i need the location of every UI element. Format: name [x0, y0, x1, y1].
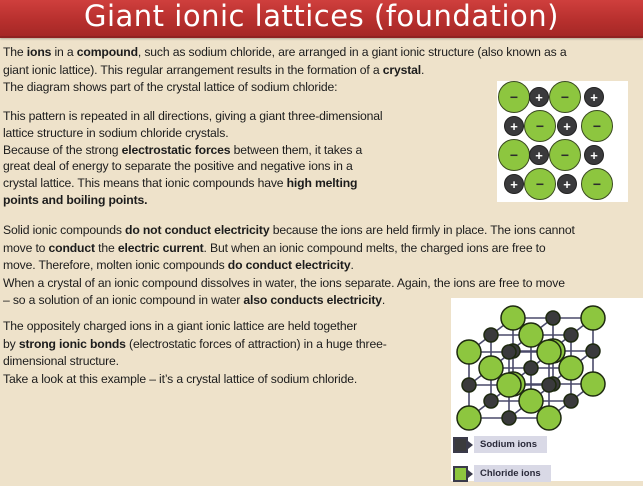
sodium-ion-icon [462, 378, 476, 392]
chloride-ion-icon [479, 356, 503, 380]
text-run: The oppositely charged ions in a giant ionic lattice are held together [3, 319, 358, 333]
sodium-ion-icon [542, 378, 556, 392]
page-title: Giant ionic lattices (foundation) [84, 0, 559, 33]
text-run: the [94, 240, 118, 255]
chloride-ion-icon [581, 306, 605, 330]
bold-term: . [144, 192, 148, 207]
bold-term: ions [26, 45, 52, 59]
bold-term: electrostatic forces [121, 142, 231, 157]
arrow-icon [468, 470, 473, 478]
text-run: – so a solution of an ionic compound in water [3, 293, 244, 307]
chloride-ion-icon: − [498, 81, 530, 113]
text-run: Take a look at this example – it’s a crystal lattice of sodium chloride. [3, 371, 358, 386]
sodium-ion-icon [524, 361, 538, 375]
text-run: move to [3, 240, 49, 255]
text-line [3, 353, 387, 371]
bold-term: strong ionic bonds [18, 336, 126, 351]
text-line [3, 371, 387, 389]
bold-term: compound [76, 45, 138, 59]
chloride-ion-icon [457, 406, 481, 430]
chloride-ion-icon [537, 406, 561, 430]
text-run: . [350, 258, 354, 272]
text-run: between them, it takes a [230, 142, 363, 157]
paragraph-conductivity [3, 222, 575, 310]
sodium-ion-icon [564, 328, 578, 342]
lattice-svg [451, 298, 643, 481]
sodium-ion-icon: + [557, 174, 577, 194]
text-line [3, 175, 383, 192]
chloride-ion-icon: − [581, 168, 613, 200]
text-line [3, 125, 383, 142]
text-run: because the ions are held firmly in place. The ions cannot [269, 223, 575, 237]
sodium-ion-icon: + [529, 87, 549, 107]
sodium-ion-icon [502, 345, 516, 359]
text-run: . [421, 62, 425, 77]
text-line [3, 158, 383, 175]
text-run: Because of the strong [3, 142, 122, 157]
chloride-ion-icon [537, 340, 561, 364]
legend-label: Sodium ions [474, 436, 547, 453]
legend-chloride [453, 465, 551, 482]
chloride-ion-icon: − [498, 139, 530, 171]
sodium-ion-icon: + [557, 116, 577, 136]
legend-label: Chloride ions [474, 465, 551, 482]
text-line [3, 142, 383, 159]
bold-term: do not conduct electricity [125, 223, 270, 237]
chloride-ion-icon [501, 306, 525, 330]
chloride-ion-icon [457, 340, 481, 364]
chloride-ion-icon [581, 372, 605, 396]
paragraph-intro [3, 44, 566, 97]
chloride-swatch-icon [453, 466, 468, 482]
title-bar [0, 0, 643, 38]
sodium-ion-icon [564, 394, 578, 408]
text-line [3, 62, 566, 80]
text-line [3, 79, 566, 97]
text-run: . But when an ionic compound melts, the charged ions are free to [203, 240, 546, 255]
text-line [3, 108, 383, 125]
lattice-diagram [451, 298, 643, 481]
text-run: The diagram shows part of the crystal lattice of sodium chloride: [3, 80, 338, 94]
bold-term: high melting [286, 176, 358, 191]
text-run: Solid ionic compounds [3, 223, 126, 237]
paragraph-ionic-bonds [3, 318, 387, 388]
text-line [3, 192, 383, 209]
sodium-ion-icon: + [504, 116, 524, 136]
text-run: move. Therefore, molten ionic compounds [3, 258, 228, 272]
sodium-ion-icon: + [584, 145, 604, 165]
sodium-ion-icon [502, 411, 516, 425]
text-run: giant ionic lattice). This regular arrangement results in the formation of a [3, 62, 383, 77]
sodium-ion-icon [484, 328, 498, 342]
bold-term: also conducts electricity [243, 293, 382, 307]
text-run: When a crystal of an ionic compound dissolves in water, the ions separate. Again, the ions are free to move [3, 275, 565, 290]
chloride-ion-icon: − [581, 110, 613, 142]
paragraph-pattern [3, 108, 383, 209]
chloride-ion-icon: − [549, 139, 581, 171]
text-line [3, 222, 575, 240]
sodium-ion-icon: + [584, 87, 604, 107]
text-run: , such as sodium chloride, are arranged in a giant ionic structure (also known as a [137, 45, 567, 59]
chloride-ion-icon [519, 323, 543, 347]
sodium-swatch-icon [453, 437, 468, 453]
text-run: by [3, 336, 19, 351]
chloride-ion-icon [497, 373, 521, 397]
chloride-ion-icon: − [549, 81, 581, 113]
sodium-ion-icon: + [529, 145, 549, 165]
text-line [3, 318, 387, 336]
bold-term: conduct [48, 240, 95, 255]
text-run: lattice structure in sodium chloride crystals. [3, 125, 229, 140]
chloride-ion-icon: − [524, 110, 556, 142]
text-line [3, 257, 575, 275]
text-line [3, 240, 575, 258]
chloride-ion-icon: − [524, 168, 556, 200]
text-run: This pattern is repeated in all directions, giving a giant three-dimensional [3, 109, 383, 123]
text-run: crystal lattice. This means that ionic compounds have [3, 176, 287, 191]
bold-term: electric current [117, 240, 204, 255]
bold-term: do conduct electricity [227, 258, 351, 272]
text-run: in a [51, 45, 77, 59]
text-run: (electrostatic forces of attraction) in a huge three- [125, 336, 387, 351]
sodium-ion-icon [484, 394, 498, 408]
sodium-ion-icon [546, 311, 560, 325]
sodium-ion-icon: + [504, 174, 524, 194]
arrow-icon [468, 441, 473, 449]
sodium-ion-icon [586, 344, 600, 358]
text-line [3, 336, 387, 354]
chloride-ion-icon [559, 356, 583, 380]
chloride-ion-icon [519, 389, 543, 413]
bold-term: points and boiling points [3, 192, 145, 207]
text-run: The [3, 45, 27, 59]
ion-grid-diagram [497, 81, 628, 202]
text-run: great deal of energy to separate the positive and negative ions in a [3, 159, 353, 174]
text-run: dimensional structure. [3, 354, 119, 368]
text-run: . [381, 293, 386, 307]
text-line [3, 44, 566, 62]
text-line [3, 275, 575, 293]
legend-sodium [453, 436, 547, 453]
bold-term: crystal [382, 62, 422, 77]
